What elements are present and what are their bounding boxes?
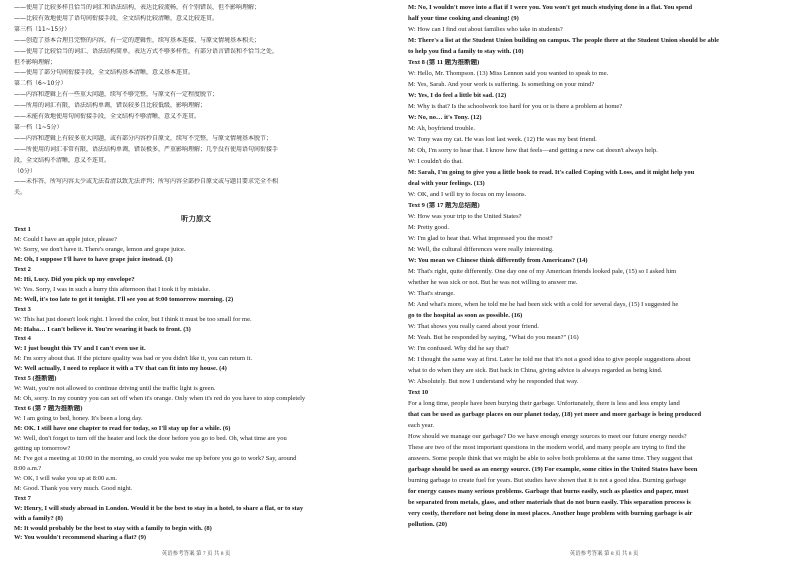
right.lines-line: each year. xyxy=(408,422,434,429)
left.lines-line: M: Oh, sorry. In my country you can set off when it's orange. Only when it's red do you have to stop completely xyxy=(14,395,306,403)
left.lines-line: W: Yes. Sorry, I was in such a hurry this afternoon that I took it by mistake. xyxy=(14,285,211,293)
right.lines-line: Text 10 xyxy=(408,389,429,396)
right.lines-line: W: You mean we Chinese think differently from Americans? (14) xyxy=(408,257,588,264)
left.lines-line: W: Henry, I will study abroad in London. Would it be the best to stay in a hotel, to share a flat, or to stay xyxy=(14,504,304,512)
right.lines-line: W: Absolutely. But now I understand why he responded that way. xyxy=(408,378,579,385)
right.lines-line: be separated from metals, glass, and other materials that do not burn easily. This separation process is xyxy=(408,499,691,506)
left.rubric-line: 但不影响理解； xyxy=(14,58,57,66)
left.lines-line: M: Well, it's too late to get it tonight. I'll see you at 9:00 tomorrow morning. (2) xyxy=(14,295,234,303)
left.lines-line: Text 2 xyxy=(14,265,31,273)
left.lines-line: W: I am going to bed, honey. It's been a long day. xyxy=(14,415,143,423)
right.lines-line: what to do when they are sick. But back in China, giving advice is always regarded as being kind. xyxy=(408,367,663,374)
right.lines-line: M: And what's more, when he told me he had been sick with a cold for several days, (15) I suggested he xyxy=(408,301,679,308)
right.lines-line: M: Yeah. But he responded by saying, "What do you mean?" (16) xyxy=(408,334,579,341)
right.lines-line: W: How was your trip to the United States? xyxy=(408,213,522,220)
left.lines-line: M: I'm sorry about that. If the picture quality was bad or you didn't like it, you can return it. xyxy=(14,355,253,363)
right.lines-line: W: Hello, Mr. Thompson. (13) Miss Lennon said you wanted to speak to me. xyxy=(408,70,609,77)
left.lines-line: W: You wouldn't recommend sharing a flat? (9) xyxy=(14,534,146,542)
right.lines-line: W: I'm confused. Why did he say that? xyxy=(408,345,509,352)
right.lines-line: half your time cooking and cleaning! (9) xyxy=(408,15,519,22)
right.lines-line: M: Pretty good. xyxy=(408,224,449,231)
left.rubric-line: ——创造了基本合理且完整的内容，有一定的逻辑性，续写基本连接、与原文情境基本相关； xyxy=(14,36,261,44)
left.rubric-line: ——使用了比较多样且恰当的词汇和语法结构，表达比较流畅，有个别错误，但不影响理解； xyxy=(14,4,261,11)
left.rubric-line: ——使用了部分句间衔接手段，全文结构基本清晰，意义基本连贯。 xyxy=(14,69,195,77)
right.lines-line: M: There's a list at the Student Union building on campus. The people there at the Student Union should be able xyxy=(408,37,720,44)
left.lines-line: Text 4 xyxy=(14,335,31,343)
left.rubric-line: 第二档（6~10分） xyxy=(14,80,67,88)
right.lines-line: How should we manage our garbage? Do we have enough energy sources to meet our future energy needs? xyxy=(408,433,687,440)
left.lines-line: M: OK. I still have one chapter to read for today, so I'll stay up for a while. (6) xyxy=(14,425,231,432)
left.lines-line: Text 3 xyxy=(14,305,31,313)
right-page xyxy=(408,0,800,566)
left.lines-line: W: Wait, you're not allowed to continue driving until the traffic light is green. xyxy=(14,385,216,393)
left.rubric-line: ——比较有效地使用了语句间衔接手段，全文结构比较清晰，意义比较连贯。 xyxy=(14,14,219,22)
right.lines-line: W: OK, and I will try to focus on my lessons. xyxy=(408,191,527,198)
right.lines-line: M: I thought the same way at first. Later he told me that it's not a good idea to give people suggestions about xyxy=(408,356,691,363)
right.lines-line: M: Yes, Sarah. And your work is suffering. Is something on your mind? xyxy=(408,81,595,88)
right.lines-line: M: That's right, quite differently. One day one of my American friends looked pale, (15) so I asked him xyxy=(408,268,677,275)
right.lines-line: for energy causes many serious problems. Garbage that burns easily, such as plastics and paper, must xyxy=(408,488,689,495)
left.lines-line: M: Could I have an apple juice, please? xyxy=(14,235,117,243)
right.lines-line: W: Tony was my cat. He was lost last week. (12) He was my best friend. xyxy=(408,136,597,143)
page-footer-left: 英语参考答案 第 7 页 共 8 页 xyxy=(161,551,231,557)
left.rubric-line: 段，全文结构不清晰，意义不连贯。 xyxy=(14,156,111,164)
right.lines-line: whether he was sick or not. But he was not willing to answer me. xyxy=(408,279,578,286)
left.rubric-line: ——所用的词汇有限，语法结构单调，错误较多且比较低级，影响理解； xyxy=(14,102,207,110)
left.lines-line: M: It would probably be the best to stay with a family to begin with. (8) xyxy=(14,524,212,532)
right.lines-line: W: That's strange. xyxy=(408,290,455,297)
right.lines-line: W: That shows you really cared about your friend. xyxy=(408,323,539,330)
page-footer-right: 英语参考答案 第 8 页 共 8 页 xyxy=(569,551,639,557)
left.lines-line: W: Well, don't forget to turn off the heater and lock the door before you go to bed. Oh, what time are you xyxy=(14,434,287,442)
left.rubric-line: 第一档（1~5分） xyxy=(14,123,63,131)
left.lines-line: Text 5 (推断题) xyxy=(14,375,57,383)
right.lines-line: to help you find a family to stay with. (10) xyxy=(408,48,524,55)
right.lines-line: go to the hospital as soon as possible. (16) xyxy=(408,312,523,319)
left.rubric-line: ——未能有效地使用句间衔接手段，全文结构不够清晰，意义不连贯。 xyxy=(14,113,201,120)
left.lines-line: M: Hi, Lucy. Did you pick up my envelope? xyxy=(14,275,135,283)
right.lines-line: M: Well, the cultural differences were really interesting. xyxy=(408,246,554,253)
right.lines-line: M: Why is that? Is the schoolwork too hard for you or is there a problem at home? xyxy=(408,103,623,110)
left.lines-line: M: I've got a meeting at 10:00 in the morning, so could you wake me up before you go to work? Say, around xyxy=(14,454,297,462)
left.rubric-line: ——未作答，所写内容太少或无法看清以致无法评判；所写内容全部抄自原文或与题目要求完全不相 xyxy=(14,178,279,186)
right.lines-line: For a long time, people have been burying their garbage. Unfortunately, there is less and less empty land xyxy=(408,400,680,407)
left.lines-line: getting up tomorrow? xyxy=(14,444,71,452)
left.lines-line: Text 7 xyxy=(14,494,31,502)
right.lines-line: Text 8 (第 11 题为推断题) xyxy=(408,59,480,66)
right.lines-line: burning garbage to create fuel for years. But studies have shown that it is not a good idea. Burning garbage xyxy=(408,477,687,484)
right.lines-line: W: I'm glad to hear that. What impressed you the most? xyxy=(408,235,553,242)
left.rubric-line: ——使用了比较恰当的词汇、语法结构简单，表达方式不够多样性，有部分语言错误和不恰当之处， xyxy=(14,47,279,55)
left.rubric-line: ——内容和逻辑上有较多重大问题，或有部分内容抄自原文，续写不完整，与原文情境基本脱节； xyxy=(14,134,273,142)
right.lines-line: W: I couldn't do that. xyxy=(408,158,463,165)
section-title: 听力原文 xyxy=(181,215,211,223)
right.lines-line: W: No, no… it's Tony. (12) xyxy=(408,114,482,121)
right.lines-line: M: Sarah, I'm going to give you a little book to read. It's called Coping with Loss, and it might help you xyxy=(408,169,695,176)
left.lines-line: W: I just bought this TV and I can't even use it. xyxy=(14,345,146,353)
left.lines-line: M: Haha… I can't believe it. You're wearing it back to front. (3) xyxy=(14,325,191,333)
right.lines-line: M: Ah, boyfriend trouble. xyxy=(408,125,475,132)
right.lines-line: answers. Some people think that we might be able to solve both problems at the same time. They suggest that xyxy=(408,455,693,462)
left.lines-line: Text 6 (第 7 题为推断题) xyxy=(14,405,83,413)
right.lines-line: M: Oh, I'm sorry to hear that. I know how that feels—and getting a new cat doesn't always help. xyxy=(408,147,658,154)
right.lines-line: deal with your feelings. (13) xyxy=(408,180,485,187)
left.rubric-line: 第三档（11~15分） xyxy=(14,25,71,33)
right.lines-line: that can be used as garbage places on our planet today, (18) yet more and more garbage is being produced xyxy=(408,411,702,418)
left.lines-line: W: This hat just doesn't look right. I loved the color, but I think it must be too small for me. xyxy=(14,315,252,323)
left.lines-line: M: Oh, I suppose I'll have to have grape juice instead. (1) xyxy=(14,255,173,263)
left.lines-line: W: OK, I will wake you up at 8:00 a.m. xyxy=(14,474,118,482)
left-page xyxy=(0,0,392,566)
left.rubric-line: （0分） xyxy=(14,167,36,175)
left.lines-line: Text 1 xyxy=(14,226,31,233)
left.lines-line: W: Well actually, I need to replace it with a TV that can fit into my house. (4) xyxy=(14,365,227,373)
right.lines-line: garbage should be used as an energy source. (19) For example, some cities in the United States have been xyxy=(408,466,698,473)
right.lines-line: Text 9 (第 17 题为总结题) xyxy=(408,202,480,209)
left.rubric-line: ——所使用的词汇非常有限，语法结构单调，错误极多，严重影响理解；几乎没有使用语句间衔接手 xyxy=(14,145,279,153)
left.rubric-line: 关。 xyxy=(14,189,27,197)
left.lines-line: M: Good. Thank you very much. Good night. xyxy=(14,484,133,492)
right.lines-line: W: How can I find out about families who take in students? xyxy=(408,26,563,33)
right.lines-line: W: Yes, I do feel a little bit sad. (12) xyxy=(408,92,507,99)
left.lines-line: with a family? (8) xyxy=(14,514,63,522)
left.lines-line: W: Sorry, we don't have it. There's orange, lemon and grape juice. xyxy=(14,245,186,253)
left.lines-line: 8:00 a.m.? xyxy=(14,464,42,472)
right.lines-line: very costly, therefore not being done in most places. Another huge problem with burning garbage is air xyxy=(408,510,693,517)
right.lines-line: These are two of the most important questions in the modern world, and many people are trying to find the xyxy=(408,444,686,451)
right.lines-line: pollution. (20) xyxy=(408,521,448,528)
right.lines-line: M: No, I wouldn't move into a flat if I were you. You won't get much studying done in a flat. You spend xyxy=(408,4,693,11)
left.rubric-line: ——内容和逻辑上有一些重大问题，续写不够完整，与原文有一定程度脱节； xyxy=(14,91,219,99)
